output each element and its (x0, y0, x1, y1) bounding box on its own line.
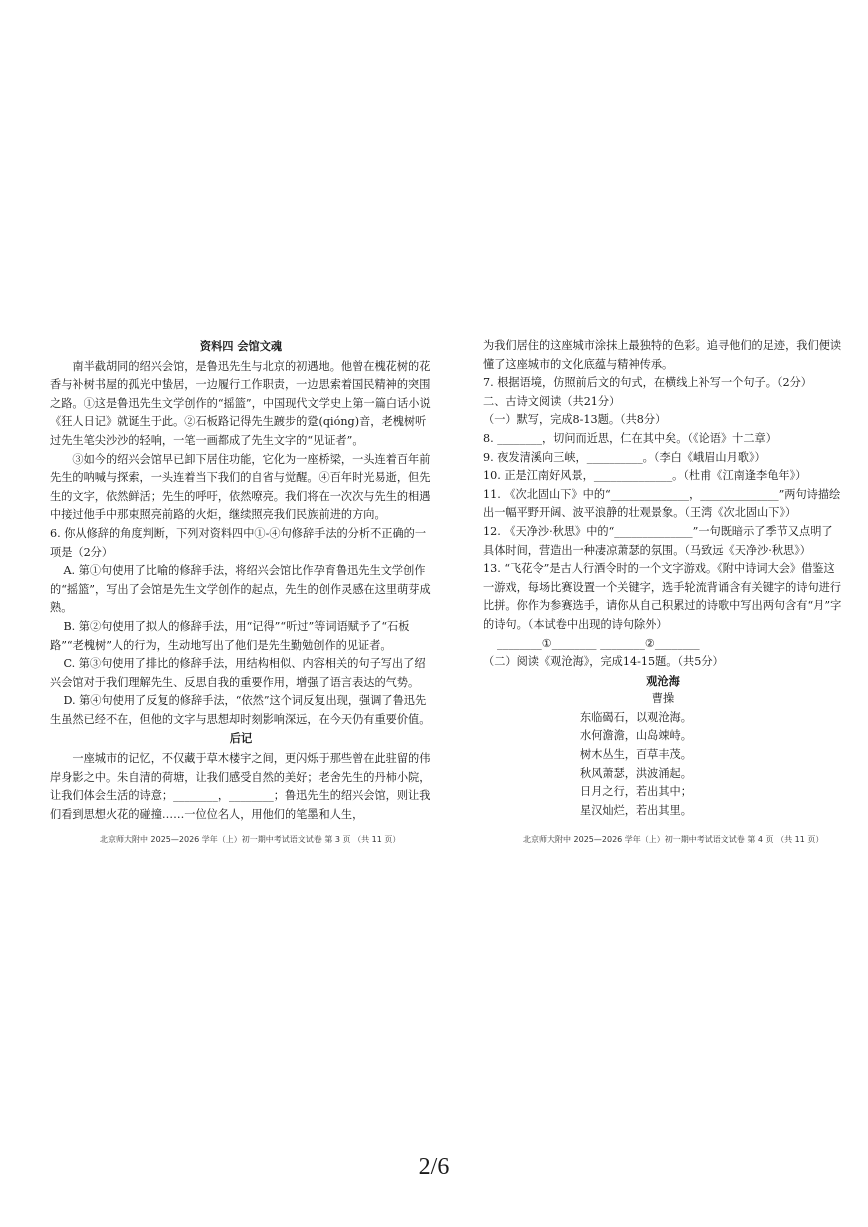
poem-line: 星汉灿烂，若出其里。 (580, 803, 692, 817)
section-title: 资料四 会馆文魂 (199, 339, 283, 353)
question-9: 9. 夜发清溪向三峡，__________。（李白《峨眉山月歌》） (483, 450, 766, 464)
poem-title: 观沧海 (646, 673, 680, 688)
poem-line: 东临碣石，以观沧海。 (580, 710, 692, 724)
question-11: 11. 《次北固山下》中的“______________，______________”两句诗描绘出一幅平野开阔、波平浪静的壮观景象。（王湾《次北固山下》） (483, 487, 841, 520)
option-d: D. 第④句使用了反复的修辞手法，“依然”这个词反复出现，强调了鲁迅先生虽然已经不在，但他的文字与思想却时刻影响深远，在今天仍有重要价值。 (50, 694, 431, 726)
answer-blanks: ________①________ ________②________ (497, 636, 700, 650)
subsection-heading: （二）阅读《观沧海》，完成14-15题。（共5分） (483, 655, 724, 669)
question-8: 8. ________，切问而近思，仁在其中矣。（《论语》十二章） (483, 431, 777, 445)
poem-line: 日月之行，若出其中； (580, 785, 692, 799)
poem-line: 水何澹澹，山岛竦峙。 (580, 729, 692, 743)
afterword-paragraph: 一座城市的记忆，不仅藏于草木楼宇之间，更闪烁于那些曾在此驻留的伟岸身影之中。朱自清的荷塘，让我们感受自然的美好；老舍先生的丹柿小院，让我们体会生活的诗意；________，________；鲁迅先生的绍兴会馆，则让我们看到思想火花的碰撞……一位位名人，用他们的笔墨和人生， (50, 752, 431, 821)
afterword-title: 后记 (229, 731, 253, 746)
poem-line: 树木丛生，百草丰茂。 (580, 748, 692, 762)
left-column (50, 337, 432, 824)
subsection-heading: （一）默写，完成8-13题。（共8分） (483, 413, 667, 427)
question-13: 13. “飞花令”是古人行酒令时的一个文字游戏。《附中诗词大会》借鉴这一游戏，每场比赛设置一个关键字，选手轮流背诵含有关键字的诗句进行比拼。你作为参赛选手，请你从自己积累过的诗歌中写出两句含有“月”字的诗句。（本试卷中出现的诗句除外） (483, 562, 842, 631)
option-c: C. 第③句使用了排比的修辞手法，用结构相似、内容相关的句子写出了绍兴会馆对于我们理解先生、反思自我的重要作用，增强了语言表达的气势。 (50, 657, 426, 689)
continued-paragraph: 为我们居住的这座城市涂抹上最独特的色彩。追寻他们的足迹，我们便读懂了这座城市的文化底蕴与精神传承。 (483, 339, 842, 371)
option-a: A. 第①句使用了比喻的修辞手法，将绍兴会馆比作孕育鲁迅先生文学创作的“摇篮”，写出了会馆是先生文学创作的起点，先生的创作灵感在这里萌芽成熟。 (50, 564, 431, 615)
option-b: B. 第②句使用了拟人的修辞手法，用“记得”“听过”等词语赋予了“石板路”“老槐树”人的行为，生动地写出了他们是先生勤勉创作的见证者。 (50, 619, 410, 652)
page-footer-left: 北京师大附中 2025—2026 学年（上）初一期中考试语文试卷 第 3 页 （共 11 页） (100, 835, 401, 844)
section-heading: 二、古诗文阅读（共21分） (483, 394, 621, 408)
page-number: 2/6 (418, 1154, 450, 1180)
poem-line: 秋风萧瑟，洪波涌起。 (580, 766, 692, 780)
paragraph: 南半截胡同的绍兴会馆，是鲁迅先生与北京的初遇地。他曾在槐花树的花香与补树书屋的孤光中蛰居，一边履行工作职责，一边思索着国民精神的突围之路。①这是鲁迅先生文学创作的“摇篮”，中国现代文学史上第一篇白话小说《狂人日记》就诞生于此。②石板路记得先生踱步的跫(qióng)音，老槐树听过先生笔尖沙沙的轻响，一笔一画都成了先生文字的“见证者”。 (50, 359, 431, 447)
page-footer-right: 北京师大附中 2025—2026 学年（上）初一期中考试语文试卷 第 4 页 （共 11 页） (523, 835, 824, 844)
right-column (483, 337, 843, 820)
paragraph: ③如今的绍兴会馆早已卸下居住功能，它化为一座桥梁，一头连着百年前先生的呐喊与探索，一头连着当下我们的自省与觉醒。④百年时光易逝，但先生的文字，依然鲜活；先生的呼吁，依然嘹亮。我们将在一次次与先生的相遇中接过他手中那束照亮前路的火炬，继续照亮我们民族前进的方向。 (50, 452, 431, 522)
question-7: 7. 根据语境，仿照前后文的句式，在横线上补写一个句子。（2分） (483, 376, 812, 390)
poem-author: 曹操 (651, 692, 675, 706)
question-10: 10. 正是江南好风景，______________。（杜甫《江南逢李龟年》） (483, 469, 807, 483)
question-6-stem: 6. 你从修辞的角度判断，下列对资料四中①-④句修辞手法的分析不正确的一项是（2分） (50, 526, 427, 559)
question-12: 12. 《天净沙·秋思》中的“______________”一句既暗示了季节又点明了具体时间，营造出一种凄凉萧瑟的氛围。（马致远《天净沙·秋思》） (483, 524, 833, 557)
